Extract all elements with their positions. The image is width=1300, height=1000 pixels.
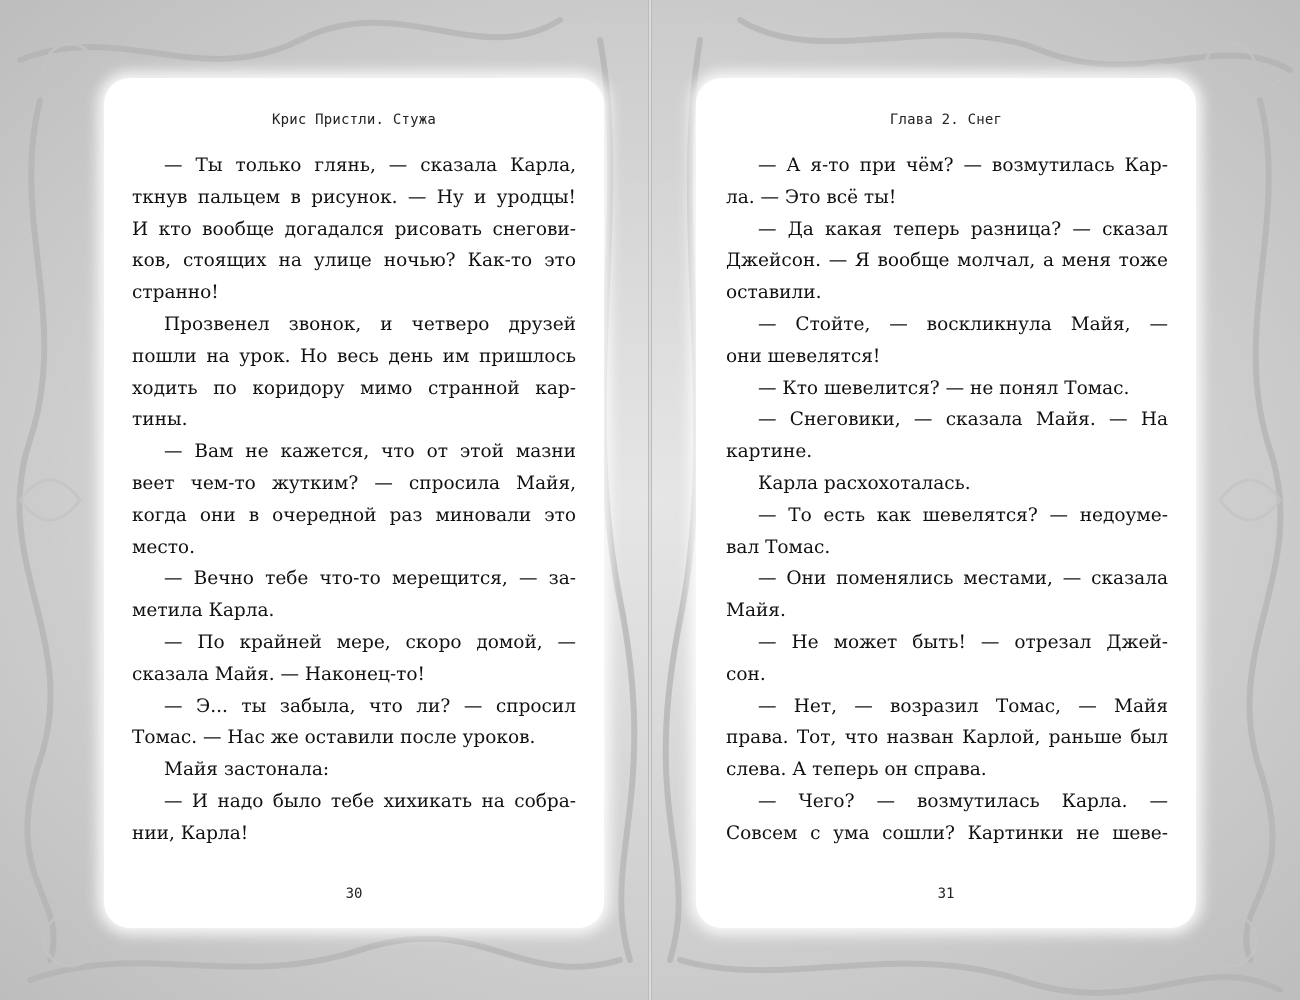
text-line: Совсем с ума сошли? Картинки не шеве- xyxy=(726,822,1168,844)
text-line: сон. xyxy=(726,663,766,685)
page-number-left: 30 xyxy=(345,886,363,902)
text-line: странно! xyxy=(132,282,219,304)
text-line: оставили. xyxy=(726,282,822,304)
text-line: когда они в очередной раз миновали это xyxy=(132,504,576,526)
running-head-left: Крис Пристли. Стужа xyxy=(272,112,436,128)
text-line: — Снеговики, — сказала Майя. — На xyxy=(758,409,1168,431)
text-line: И кто вообще догадался рисовать снегови- xyxy=(132,218,576,240)
left-page xyxy=(104,78,604,928)
text-line: — Вам не кажется, что от этой мазни xyxy=(164,441,576,463)
text-line: Джейсон. — Я вообще молчал, а меня тоже xyxy=(726,250,1168,272)
text-line: — Да какая теперь разница? — сказал xyxy=(758,218,1168,240)
running-head-right: Глава 2. Снег xyxy=(889,112,1003,128)
text-line: — Э... ты забыла, что ли? — спросил xyxy=(164,695,576,717)
text-line: — Вечно тебе что-то мерещится, — за- xyxy=(164,568,576,590)
text-line: — По крайней мере, скоро домой, — xyxy=(164,631,576,653)
text-line: Майя застонала: xyxy=(164,759,330,781)
text-line: — Кто шевелится? — не понял Томас. xyxy=(758,377,1130,399)
text-line: тины. xyxy=(132,409,188,431)
page-number-right: 31 xyxy=(937,886,955,902)
text-line: — Стойте, — воскликнула Майя, — xyxy=(758,313,1168,335)
right-page xyxy=(696,78,1196,928)
text-line: ла. — Это всё ты! xyxy=(726,186,897,208)
text-line: — Чего? — возмутилась Карла. — xyxy=(758,790,1168,812)
text-line: они шевелятся! xyxy=(726,345,881,367)
text-line: место. xyxy=(132,536,195,558)
text-line: — То есть как шевелятся? — недоуме- xyxy=(758,504,1168,526)
text-line: ткнув пальцем в рисунок. — Ну и уродцы! xyxy=(132,186,576,208)
text-line: пошли на урок. Но весь день им пришлось xyxy=(132,345,576,367)
text-line: — Ты только глянь, — сказала Карла, xyxy=(164,155,576,176)
text-line: — Не может быть! — отрезал Джей- xyxy=(758,631,1168,653)
text-line: — И надо было тебе хихикать на собра- xyxy=(164,790,576,812)
text-line: — Они поменялись местами, — сказала xyxy=(758,568,1168,590)
text-line: картине. xyxy=(726,441,813,463)
text-line: ков, стоящих на улице ночью? Как-то это xyxy=(132,250,576,272)
text-line: ходить по коридору мимо странной кар- xyxy=(132,377,576,399)
text-line: слева. А теперь он справа. xyxy=(726,759,987,781)
text-line: веет чем-то жутким? — спросила Майя, xyxy=(132,472,576,494)
right-page-text xyxy=(726,150,1168,850)
text-line: метила Карла. xyxy=(132,600,275,622)
text-line: права. Тот, что назван Карлой, раньше был xyxy=(726,727,1168,749)
text-line: Томас. — Нас же оставили после уроков. xyxy=(132,727,536,749)
text-line: — Нет, — возразил Томас, — Майя xyxy=(758,695,1168,717)
book-gutter xyxy=(648,0,652,1000)
text-line: сказала Майя. — Наконец-то! xyxy=(132,663,425,685)
text-line: — А я-то при чём? — возмутилась Кар- xyxy=(758,155,1168,176)
text-line: нии, Карла! xyxy=(132,822,249,844)
left-page-text xyxy=(132,150,576,850)
text-line: Прозвенел звонок, и четверо друзей xyxy=(164,313,576,335)
text-line: Майя. xyxy=(726,600,786,622)
text-line: Карла расхохоталась. xyxy=(758,472,971,494)
text-line: вал Томас. xyxy=(726,536,831,558)
